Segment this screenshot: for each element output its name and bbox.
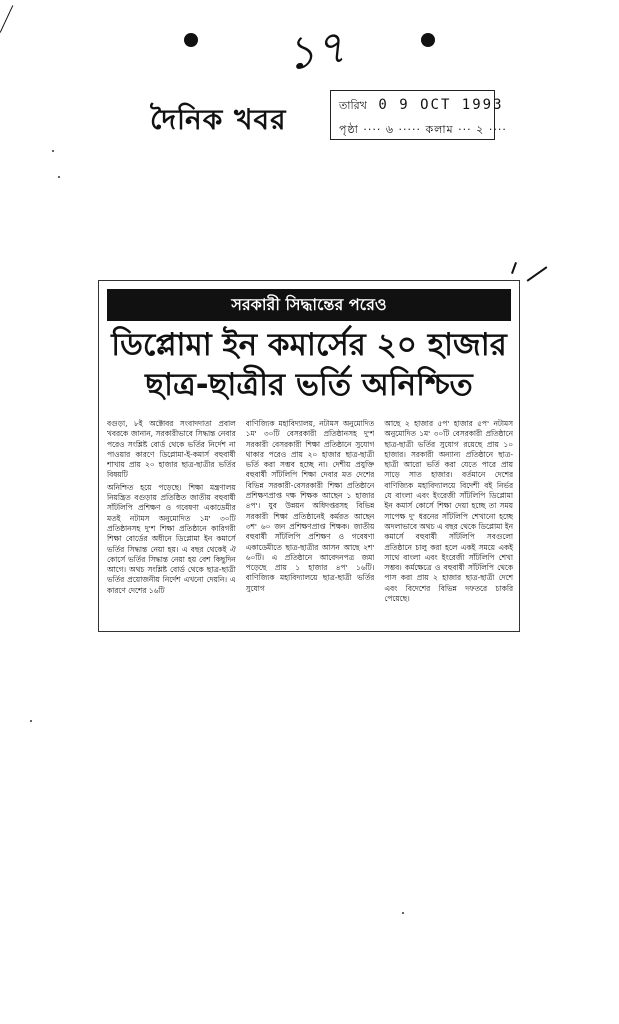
headline-line-1: ডিপ্লোমা ইন কমার্সের ২০ হাজার <box>111 327 507 363</box>
paragraph: আছে ২ হাজার ৫প' হাজার ৫প' নটামস অনুমোদিত ১ম' ৩০টি বেসরকারী প্রতিষ্ঠানে ছাত্র-ছাত্রী ভর্তির সুযোগ রয়েছে প্রায় ১০ হাজার। সরকারী অন্যান্য প্রতিষ্ঠানে ছাত্র-ছাত্রী আরো ভর্তি করা যেতে পারে প্রায় সাড়ে সাত হাজার। বর্তমানে দেশের বাণিজ্যিক মহাবিদ্যালয়ে বিদেশী বই নির্ভর যে বাংলা এবং ইংরেজী সাঁটলিপি ডিপ্লোমা ইন কমার্স কোর্সে শিক্ষা দেয়া হচ্ছে তা সময় সাপেক্ষ দু' ধরনের সাঁটলিপি শেখানো হচ্ছে অদলাভাবে অথচ এ বছর থেকে ডিপ্লোমা ইন কমার্সে বহুবার্ষী সাঁটলিপি সবগুলো প্রতিষ্ঠানে চালু করা হলে একই সময়ে একই সাথে বাংলা এবং ইংরেজী সাঁটলিপি শেখা সম্ভব। কর্মক্ষেত্রে ও বহুবার্ষী সাঁটলিপি থেকে পাস করা প্রায় ২ হাজার ছাত্র-ছাত্রী দেশে এবং বিদেশের বিভিন্ন দফতরে চাকরি পেয়েছে। <box>384 419 513 604</box>
column-label: কলাম <box>425 123 454 136</box>
punch-hole-right <box>421 33 435 47</box>
headline <box>109 325 509 405</box>
punch-hole-left <box>184 33 198 47</box>
headline-line-2: ছাত্র-ছাত্রীর ভর্তি অনিশ্চিত <box>145 367 473 403</box>
date-stamp: তারিখ 0 9 OCT 1993 পৃষ্ঠা ···· ৬ ····· কলাম ··· ২ ···· <box>330 90 495 140</box>
scan-speck <box>30 720 32 722</box>
pen-mark <box>0 5 13 33</box>
kicker-bar: সরকারী সিদ্ধান্তের পরেও <box>107 289 511 321</box>
paragraph: বাণিজ্যিক মহাবিদ্যালয়, নটামস অনুমোদিত ১ম' ৩০টি বেসরকারী প্রতিষ্ঠানসহ দু'শ সরকারী বেসরকারী শিক্ষা প্রতিষ্ঠানে সুযোগ থাকার পরেও প্রায় ২০ হাজার ছাত্র-ছাত্রী ভর্তি করা সম্ভব হচ্ছে না। দেশীয় প্রযুক্তি বহুবার্ষী সাঁটলিপি শিক্ষা দেবার মত দেশের বিভিন্ন সরকারী-বেসরকারী শিক্ষা প্রতিষ্ঠানে প্রশিক্ষণপ্রাপ্ত দক্ষ শিক্ষক আছেন ১ হাজার ৪প'। যুব উন্নয়ন অধিদপ্তরসহ বিভিন্ন সরকারী শিক্ষা প্রতিষ্ঠানেই কর্মরত আছেন ৩শ' ৬০ জন প্রশিক্ষণপ্রাপ্ত শিক্ষক। জাতীয় বহুবার্ষী সাঁটলিপি প্রশিক্ষণ ও গবেষণা একাডেমীতে ছাত্র-ছাত্রীর আসন আছে ২শ' ৬০টি। এ প্রতিষ্ঠানে আবেদনপত্র জমা পড়েছে প্রায় ১ হাজার ৪প' ১৬টি। বাণিজ্যিক মহাবিদ্যালয়ে ছাত্র-ছাত্রী ভর্তির সুযোগ <box>245 419 375 593</box>
article-column-2 <box>246 419 375 624</box>
paragraph: অনিশ্চিত হয়ে পড়েছে। শিক্ষা মন্ত্রণালয় নিয়ন্ত্রিত বগুড়ায় প্রতিষ্ঠিত জাতীয় বহুবার্ষী সাঁটলিপি প্রশিক্ষণ ও গবেষণা একাডেমীর মতই নটামস অনুমোদিত ১ম' ৩০টি প্রতিষ্ঠানসহ দু'শ শিক্ষা প্রতিষ্ঠানে কারিগরী শিক্ষা বোর্ডের অধীনে ডিপ্লোমা ইন কমার্সে ভর্তির সিদ্ধান্ত নেয়া হয়। এ বছর থেকেই ঐ কোর্সে ভর্তির সিদ্ধান্ত নেয়া হয় বেশ কিছুদিন আগে। অথচ সংশ্লিষ্ট বোর্ড থেকে ছাত্র-ছাত্রী ভর্তির প্রয়োজনীয় নির্দেশ এখনো দেয়নি। এ কারণে দেশের ১৬টি <box>107 482 236 595</box>
page-label: পৃষ্ঠা <box>339 123 359 136</box>
paragraph: বগুড়া, ৮ই অক্টোবর সংবাদদাতা প্রবাল খবরকে জানান, সরকারীভাবে সিদ্ধান্ত নেবার পরেও সংশ্লিষ্ট বোর্ড থেকে ভর্তির নির্দেশ না পাওয়ার কারণে ডিপ্লোমা-ই-কমার্স বহুবার্ষী শাখায় প্রায় ২০ হাজার ছাত্র-ছাত্রীর ভর্তির বিষয়টি <box>107 419 236 480</box>
date-label: তারিখ <box>339 99 367 112</box>
pen-mark <box>527 266 548 281</box>
newspaper-masthead: দৈনিক খবর <box>150 103 287 136</box>
pen-mark <box>511 262 517 274</box>
handwritten-page-mark: ১৭ <box>281 19 349 81</box>
scan-speck <box>402 912 404 914</box>
article-body <box>107 419 513 624</box>
article-column-3 <box>384 419 513 624</box>
newspaper-clipping <box>98 280 520 632</box>
scan-speck <box>58 176 60 178</box>
date-value: 0 9 OCT 1993 <box>378 97 504 113</box>
column-value: ২ <box>476 123 485 136</box>
article-column-1 <box>107 419 236 624</box>
scan-speck <box>52 150 54 152</box>
page-value: ৬ <box>385 123 394 136</box>
